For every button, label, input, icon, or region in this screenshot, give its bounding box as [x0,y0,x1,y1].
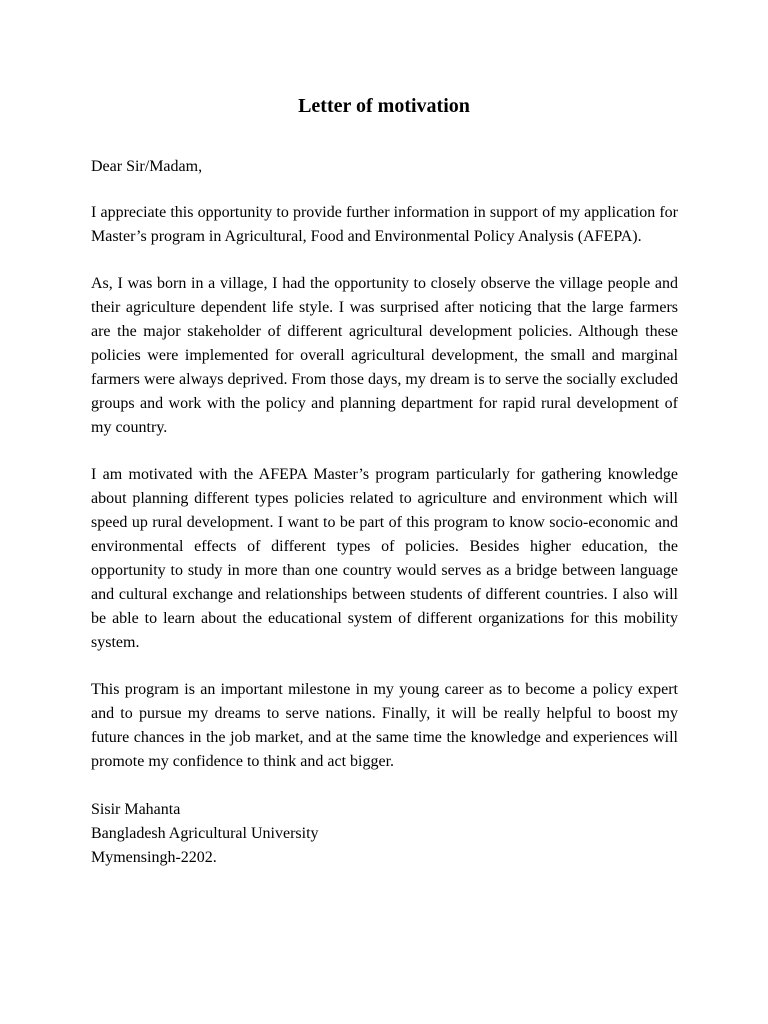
signature-address: Mymensingh-2202. [91,849,217,866]
paragraph-text: As, I was born in a village, I had the opportunity to closely observe the village people and their agriculture dependent life style. I was surprised after noticing that the large farmers are the major stakeholder of different agricultural development policies. Although these policies were implemented for overall agricultural development, the small and marginal farmers were always deprived. From those days, my dream is to serve the socially excluded groups and work with the policy and planning department for rapid rural development of my country. [91,275,678,436]
letter-body [91,155,678,870]
paragraph-text: I am motivated with the AFEPA [91,466,314,483]
paragraph-background [91,272,678,440]
paragraph-career [91,678,678,774]
program-name-highlight: Master’s [313,466,370,483]
signature-block [91,798,678,870]
salutation: Dear Sir/Madam, [91,158,203,175]
signature-name: Sisir Mahanta [91,801,181,818]
paragraph-text: program particularly for gathering knowledge about planning different types policies related to agriculture and environment which will speed up rural development. I want to be part of this program to know socio-economic and environmental effects of different types of policies. Besides higher education, the opportunity to study in more than one country would serves as a bridge between language and cultural exchange and relationships between students of different countries. I also will be able to learn about the educational system of different organizations for this mobility system. [91,466,679,651]
paragraph-text: in Agricultural, Food and Environmental Policy Analysis (AFEPA). [204,228,642,245]
letter-title: Letter of motivation [298,95,470,117]
paragraph-text: I appreciate this opportunity to provide further information in support of my application for [91,204,678,221]
paragraph-text: This program is an important milestone in my young career as to become a policy expert and to pursue my dreams to serve nations. Finally, it will be really helpful to boost my future chances in the job market, and at the same time the knowledge and experiences will promote my confidence to think and act bigger. [91,681,678,770]
program-name-highlight: Master’s program [91,228,205,245]
signature-institution: Bangladesh Agricultural University [91,825,319,842]
paragraph-intro [91,201,678,249]
paragraph-motivation [91,463,678,655]
